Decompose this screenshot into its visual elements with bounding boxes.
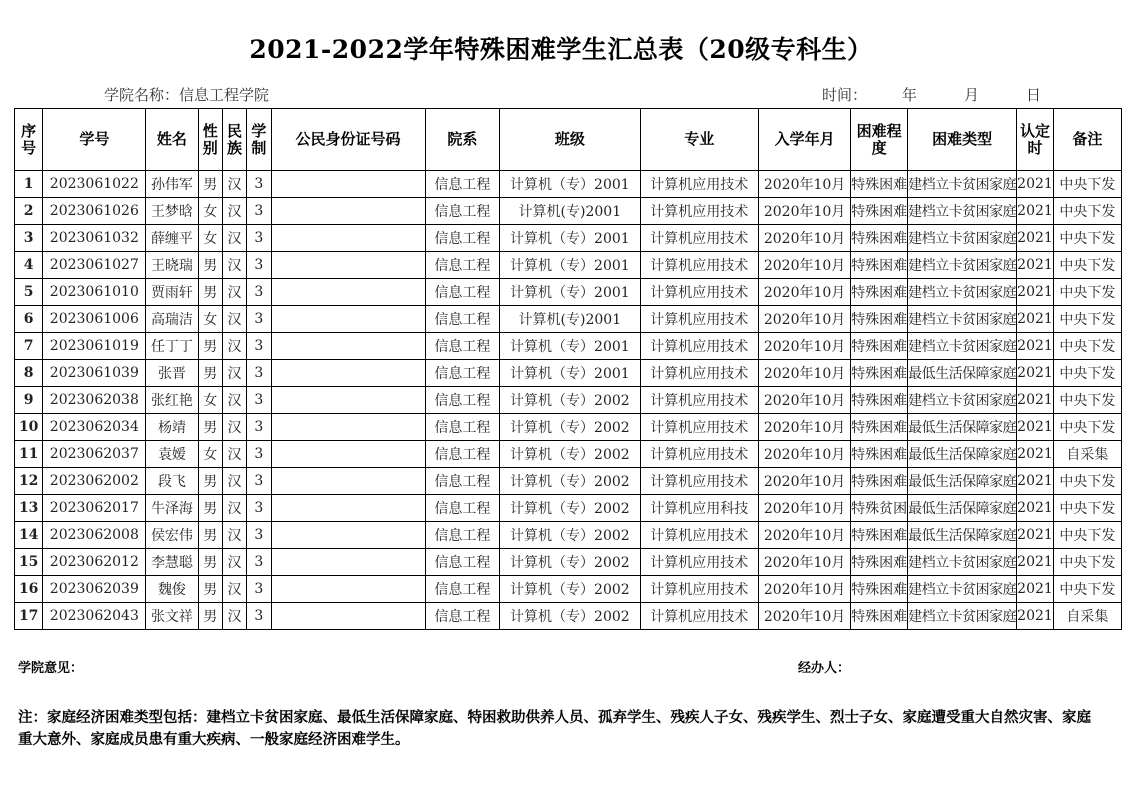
table-row [15, 360, 1122, 387]
cell-student-id: 2023061027 [43, 252, 146, 279]
cell-enroll-date: 2020年10月 [758, 252, 850, 279]
cell-enroll-date: 2020年10月 [758, 468, 850, 495]
cell-major: 计算机应用技术 [640, 171, 758, 198]
cell-name: 侯宏伟 [146, 522, 198, 549]
cell-identified-time: 2021 [1017, 252, 1054, 279]
cell-remarks: 中央下发 [1053, 414, 1121, 441]
cell-major: 计算机应用技术 [640, 279, 758, 306]
cell-class: 计算机（专）2001 [500, 360, 640, 387]
cell-difficulty-level: 特殊困难 [851, 360, 908, 387]
cell-ethnicity: 汉 [222, 387, 246, 414]
cell-difficulty-level: 特殊困难 [851, 603, 908, 630]
cell-enroll-date: 2020年10月 [758, 387, 850, 414]
table-row [15, 468, 1122, 495]
cell-seq: 5 [15, 279, 43, 306]
cell-seq: 10 [15, 414, 43, 441]
cell-remarks: 中央下发 [1053, 333, 1121, 360]
cell-remarks: 中央下发 [1053, 306, 1121, 333]
cell-student-id: 2023062002 [43, 468, 146, 495]
cell-ethnicity: 汉 [222, 360, 246, 387]
cell-name: 段飞 [146, 468, 198, 495]
cell-id-card [271, 198, 425, 225]
cell-identified-time: 2021 [1017, 522, 1054, 549]
cell-major: 计算机应用技术 [640, 441, 758, 468]
cell-identified-time: 2021 [1017, 576, 1054, 603]
cell-name: 王梦晗 [146, 198, 198, 225]
cell-years: 3 [247, 306, 271, 333]
cell-gender: 女 [198, 441, 222, 468]
cell-years: 3 [247, 576, 271, 603]
cell-student-id: 2023061039 [43, 360, 146, 387]
cell-department: 信息工程 [425, 522, 500, 549]
cell-major: 计算机应用技术 [640, 252, 758, 279]
cell-seq: 8 [15, 360, 43, 387]
cell-identified-time: 2021 [1017, 468, 1054, 495]
cell-major: 计算机应用技术 [640, 414, 758, 441]
cell-remarks: 中央下发 [1053, 522, 1121, 549]
cell-enroll-date: 2020年10月 [758, 171, 850, 198]
cell-department: 信息工程 [425, 603, 500, 630]
cell-id-card [271, 387, 425, 414]
cell-id-card [271, 603, 425, 630]
cell-ethnicity: 汉 [222, 495, 246, 522]
cell-difficulty-type: 建档立卡贫困家庭 [908, 252, 1017, 279]
cell-student-id: 2023061026 [43, 198, 146, 225]
cell-seq: 9 [15, 387, 43, 414]
cell-years: 3 [247, 549, 271, 576]
cell-difficulty-type: 最低生活保障家庭 [908, 360, 1017, 387]
cell-student-id: 2023062038 [43, 387, 146, 414]
cell-difficulty-level: 特殊困难 [851, 387, 908, 414]
page-title: 2021-2022学年特殊困难学生汇总表（20级专科生） [249, 35, 873, 64]
cell-seq: 4 [15, 252, 43, 279]
cell-enroll-date: 2020年10月 [758, 414, 850, 441]
cell-department: 信息工程 [425, 387, 500, 414]
students-table [14, 108, 1122, 630]
table-row [15, 198, 1122, 225]
date-line [822, 84, 1056, 105]
table-row [15, 495, 1122, 522]
col-header-ethnicity: 民族 [222, 109, 246, 171]
cell-difficulty-level: 特殊贫困 [851, 495, 908, 522]
cell-difficulty-type: 建档立卡贫困家庭 [908, 333, 1017, 360]
cell-identified-time: 2021 [1017, 360, 1054, 387]
col-header-student-id: 学号 [43, 109, 146, 171]
table-row [15, 603, 1122, 630]
cell-class: 计算机（专）2002 [500, 549, 640, 576]
cell-difficulty-type: 建档立卡贫困家庭 [908, 603, 1017, 630]
cell-class: 计算机（专）2001 [500, 252, 640, 279]
cell-class: 计算机（专）2002 [500, 603, 640, 630]
cell-seq: 3 [15, 225, 43, 252]
table-row [15, 306, 1122, 333]
cell-gender: 男 [198, 549, 222, 576]
cell-identified-time: 2021 [1017, 549, 1054, 576]
cell-difficulty-type: 最低生活保障家庭 [908, 468, 1017, 495]
cell-id-card [271, 495, 425, 522]
year-label: 年 [902, 86, 918, 104]
footnote: 注：家庭经济困难类型包括：建档立卡贫困家庭、最低生活保障家庭、特困救助供养人员、孤弃学生、残疾人子女、残疾学生、烈士子女、家庭遭受重大自然灾害、家庭重大意外、家庭成员患有重大疾病、一般家庭经济困难学生。 [18, 710, 1091, 748]
cell-gender: 男 [198, 468, 222, 495]
cell-class: 计算机(专)2001 [500, 198, 640, 225]
cell-difficulty-level: 特殊困难 [851, 198, 908, 225]
table-row [15, 171, 1122, 198]
cell-difficulty-type: 建档立卡贫困家庭 [908, 306, 1017, 333]
cell-student-id: 2023061019 [43, 333, 146, 360]
table-row [15, 522, 1122, 549]
cell-department: 信息工程 [425, 495, 500, 522]
cell-gender: 男 [198, 414, 222, 441]
cell-identified-time: 2021 [1017, 198, 1054, 225]
cell-ethnicity: 汉 [222, 414, 246, 441]
cell-id-card [271, 225, 425, 252]
cell-name: 张红艳 [146, 387, 198, 414]
cell-class: 计算机（专）2002 [500, 522, 640, 549]
cell-difficulty-type: 建档立卡贫困家庭 [908, 576, 1017, 603]
cell-department: 信息工程 [425, 468, 500, 495]
cell-student-id: 2023062043 [43, 603, 146, 630]
cell-department: 信息工程 [425, 576, 500, 603]
col-header-gender: 性别 [198, 109, 222, 171]
cell-seq: 17 [15, 603, 43, 630]
table-header-row [15, 109, 1122, 171]
cell-years: 3 [247, 495, 271, 522]
cell-class: 计算机（专）2001 [500, 279, 640, 306]
day-label: 日 [1026, 86, 1042, 104]
cell-department: 信息工程 [425, 360, 500, 387]
cell-name: 牛泽海 [146, 495, 198, 522]
cell-major: 计算机应用技术 [640, 198, 758, 225]
cell-remarks: 中央下发 [1053, 198, 1121, 225]
cell-ethnicity: 汉 [222, 198, 246, 225]
cell-ethnicity: 汉 [222, 549, 246, 576]
cell-gender: 男 [198, 333, 222, 360]
table-row [15, 441, 1122, 468]
cell-seq: 7 [15, 333, 43, 360]
cell-enroll-date: 2020年10月 [758, 279, 850, 306]
cell-gender: 女 [198, 198, 222, 225]
cell-department: 信息工程 [425, 252, 500, 279]
cell-remarks: 自采集 [1053, 603, 1121, 630]
cell-difficulty-type: 建档立卡贫困家庭 [908, 387, 1017, 414]
handler-label: 经办人： [798, 661, 851, 676]
table-row [15, 252, 1122, 279]
cell-class: 计算机（专）2002 [500, 441, 640, 468]
cell-student-id: 2023062034 [43, 414, 146, 441]
time-label: 时间： [822, 86, 868, 104]
cell-class: 计算机（专）2002 [500, 576, 640, 603]
cell-difficulty-level: 特殊困难 [851, 333, 908, 360]
cell-department: 信息工程 [425, 414, 500, 441]
cell-id-card [271, 333, 425, 360]
cell-difficulty-level: 特殊困难 [851, 549, 908, 576]
table-row [15, 387, 1122, 414]
cell-name: 杨靖 [146, 414, 198, 441]
cell-years: 3 [247, 279, 271, 306]
cell-remarks: 中央下发 [1053, 279, 1121, 306]
cell-difficulty-type: 建档立卡贫困家庭 [908, 198, 1017, 225]
cell-identified-time: 2021 [1017, 495, 1054, 522]
cell-difficulty-level: 特殊困难 [851, 279, 908, 306]
cell-id-card [271, 171, 425, 198]
cell-difficulty-level: 特殊困难 [851, 225, 908, 252]
cell-years: 3 [247, 198, 271, 225]
cell-name: 魏俊 [146, 576, 198, 603]
cell-name: 高瑞洁 [146, 306, 198, 333]
cell-department: 信息工程 [425, 441, 500, 468]
cell-id-card [271, 279, 425, 306]
cell-department: 信息工程 [425, 306, 500, 333]
cell-remarks: 中央下发 [1053, 387, 1121, 414]
cell-years: 3 [247, 360, 271, 387]
cell-id-card [271, 576, 425, 603]
cell-id-card [271, 306, 425, 333]
month-label: 月 [964, 86, 980, 104]
cell-seq: 11 [15, 441, 43, 468]
col-header-remarks: 备注 [1053, 109, 1121, 171]
col-header-difficulty-level: 困难程度 [851, 109, 908, 171]
cell-years: 3 [247, 252, 271, 279]
cell-difficulty-level: 特殊困难 [851, 414, 908, 441]
cell-seq: 15 [15, 549, 43, 576]
cell-difficulty-type: 建档立卡贫困家庭 [908, 279, 1017, 306]
cell-major: 计算机应用技术 [640, 360, 758, 387]
cell-remarks: 中央下发 [1053, 252, 1121, 279]
cell-gender: 女 [198, 387, 222, 414]
cell-student-id: 2023061022 [43, 171, 146, 198]
cell-name: 张晋 [146, 360, 198, 387]
cell-years: 3 [247, 522, 271, 549]
cell-name: 贾雨轩 [146, 279, 198, 306]
cell-identified-time: 2021 [1017, 279, 1054, 306]
table-row [15, 225, 1122, 252]
cell-remarks: 自采集 [1053, 441, 1121, 468]
cell-gender: 男 [198, 171, 222, 198]
cell-difficulty-level: 特殊困难 [851, 441, 908, 468]
cell-id-card [271, 468, 425, 495]
cell-id-card [271, 549, 425, 576]
cell-gender: 男 [198, 522, 222, 549]
cell-class: 计算机（专）2001 [500, 171, 640, 198]
col-header-name: 姓名 [146, 109, 198, 171]
cell-gender: 男 [198, 603, 222, 630]
cell-major: 计算机应用科技 [640, 495, 758, 522]
cell-student-id: 2023062039 [43, 576, 146, 603]
cell-enroll-date: 2020年10月 [758, 306, 850, 333]
cell-class: 计算机（专）2001 [500, 333, 640, 360]
cell-seq: 6 [15, 306, 43, 333]
cell-class: 计算机(专)2001 [500, 306, 640, 333]
cell-seq: 13 [15, 495, 43, 522]
cell-gender: 男 [198, 360, 222, 387]
cell-seq: 12 [15, 468, 43, 495]
cell-gender: 男 [198, 495, 222, 522]
cell-difficulty-level: 特殊困难 [851, 576, 908, 603]
cell-enroll-date: 2020年10月 [758, 333, 850, 360]
cell-years: 3 [247, 171, 271, 198]
cell-remarks: 中央下发 [1053, 549, 1121, 576]
cell-major: 计算机应用技术 [640, 522, 758, 549]
cell-difficulty-type: 最低生活保障家庭 [908, 495, 1017, 522]
cell-enroll-date: 2020年10月 [758, 576, 850, 603]
cell-enroll-date: 2020年10月 [758, 360, 850, 387]
col-header-enroll-date: 入学年月 [758, 109, 850, 171]
cell-remarks: 中央下发 [1053, 360, 1121, 387]
cell-major: 计算机应用技术 [640, 576, 758, 603]
cell-seq: 16 [15, 576, 43, 603]
cell-remarks: 中央下发 [1053, 225, 1121, 252]
cell-identified-time: 2021 [1017, 333, 1054, 360]
table-row [15, 414, 1122, 441]
cell-name: 孙伟军 [146, 171, 198, 198]
col-header-class: 班级 [500, 109, 640, 171]
cell-years: 3 [247, 387, 271, 414]
cell-identified-time: 2021 [1017, 225, 1054, 252]
cell-id-card [271, 252, 425, 279]
cell-years: 3 [247, 333, 271, 360]
cell-ethnicity: 汉 [222, 279, 246, 306]
cell-difficulty-type: 建档立卡贫困家庭 [908, 171, 1017, 198]
col-header-seq: 序号 [15, 109, 43, 171]
cell-student-id: 2023061006 [43, 306, 146, 333]
cell-gender: 男 [198, 576, 222, 603]
cell-identified-time: 2021 [1017, 414, 1054, 441]
cell-remarks: 中央下发 [1053, 576, 1121, 603]
cell-difficulty-level: 特殊困难 [851, 171, 908, 198]
college-name: 学院名称：信息工程学院 [104, 86, 270, 104]
cell-student-id: 2023062012 [43, 549, 146, 576]
table-row [15, 576, 1122, 603]
cell-student-id: 2023062017 [43, 495, 146, 522]
cell-department: 信息工程 [425, 333, 500, 360]
cell-difficulty-level: 特殊困难 [851, 252, 908, 279]
cell-remarks: 中央下发 [1053, 171, 1121, 198]
cell-identified-time: 2021 [1017, 171, 1054, 198]
cell-gender: 女 [198, 306, 222, 333]
cell-seq: 1 [15, 171, 43, 198]
cell-years: 3 [247, 414, 271, 441]
cell-seq: 14 [15, 522, 43, 549]
cell-ethnicity: 汉 [222, 225, 246, 252]
cell-identified-time: 2021 [1017, 387, 1054, 414]
cell-ethnicity: 汉 [222, 468, 246, 495]
cell-department: 信息工程 [425, 198, 500, 225]
cell-name: 王晓瑞 [146, 252, 198, 279]
cell-enroll-date: 2020年10月 [758, 522, 850, 549]
cell-student-id: 2023061010 [43, 279, 146, 306]
cell-identified-time: 2021 [1017, 441, 1054, 468]
cell-major: 计算机应用技术 [640, 549, 758, 576]
cell-major: 计算机应用技术 [640, 603, 758, 630]
cell-department: 信息工程 [425, 549, 500, 576]
cell-class: 计算机（专）2002 [500, 495, 640, 522]
cell-class: 计算机（专）2001 [500, 225, 640, 252]
cell-department: 信息工程 [425, 279, 500, 306]
cell-student-id: 2023061032 [43, 225, 146, 252]
cell-difficulty-level: 特殊困难 [851, 522, 908, 549]
cell-name: 任丁丁 [146, 333, 198, 360]
cell-department: 信息工程 [425, 225, 500, 252]
cell-major: 计算机应用技术 [640, 387, 758, 414]
col-header-identified-time: 认定时 [1017, 109, 1054, 171]
cell-seq: 2 [15, 198, 43, 225]
cell-difficulty-level: 特殊困难 [851, 306, 908, 333]
college-opinion-label: 学院意见： [18, 661, 84, 676]
cell-name: 张文祥 [146, 603, 198, 630]
cell-ethnicity: 汉 [222, 306, 246, 333]
cell-difficulty-type: 最低生活保障家庭 [908, 522, 1017, 549]
cell-student-id: 2023062037 [43, 441, 146, 468]
cell-difficulty-type: 建档立卡贫困家庭 [908, 225, 1017, 252]
cell-gender: 男 [198, 279, 222, 306]
cell-ethnicity: 汉 [222, 603, 246, 630]
cell-ethnicity: 汉 [222, 576, 246, 603]
cell-gender: 男 [198, 252, 222, 279]
cell-identified-time: 2021 [1017, 306, 1054, 333]
cell-enroll-date: 2020年10月 [758, 441, 850, 468]
cell-enroll-date: 2020年10月 [758, 495, 850, 522]
cell-years: 3 [247, 225, 271, 252]
cell-major: 计算机应用技术 [640, 468, 758, 495]
cell-remarks: 中央下发 [1053, 495, 1121, 522]
cell-difficulty-level: 特殊困难 [851, 468, 908, 495]
cell-major: 计算机应用技术 [640, 306, 758, 333]
cell-enroll-date: 2020年10月 [758, 198, 850, 225]
cell-major: 计算机应用技术 [640, 225, 758, 252]
cell-gender: 女 [198, 225, 222, 252]
cell-ethnicity: 汉 [222, 522, 246, 549]
cell-enroll-date: 2020年10月 [758, 549, 850, 576]
col-header-difficulty-type: 困难类型 [908, 109, 1017, 171]
col-header-department: 院系 [425, 109, 500, 171]
cell-ethnicity: 汉 [222, 171, 246, 198]
cell-enroll-date: 2020年10月 [758, 603, 850, 630]
cell-difficulty-type: 最低生活保障家庭 [908, 414, 1017, 441]
cell-ethnicity: 汉 [222, 252, 246, 279]
col-header-years: 学制 [247, 109, 271, 171]
table-row [15, 549, 1122, 576]
cell-name: 袁嫒 [146, 441, 198, 468]
cell-difficulty-type: 建档立卡贫困家庭 [908, 549, 1017, 576]
cell-id-card [271, 441, 425, 468]
cell-difficulty-type: 最低生活保障家庭 [908, 441, 1017, 468]
cell-id-card [271, 414, 425, 441]
cell-major: 计算机应用技术 [640, 333, 758, 360]
cell-id-card [271, 522, 425, 549]
cell-class: 计算机（专）2002 [500, 414, 640, 441]
cell-years: 3 [247, 468, 271, 495]
cell-identified-time: 2021 [1017, 603, 1054, 630]
cell-ethnicity: 汉 [222, 441, 246, 468]
col-header-id-card: 公民身份证号码 [271, 109, 425, 171]
col-header-major: 专业 [640, 109, 758, 171]
cell-enroll-date: 2020年10月 [758, 225, 850, 252]
cell-name: 薛缠平 [146, 225, 198, 252]
cell-years: 3 [247, 441, 271, 468]
cell-name: 李慧聪 [146, 549, 198, 576]
table-row [15, 333, 1122, 360]
cell-department: 信息工程 [425, 171, 500, 198]
cell-class: 计算机（专）2002 [500, 468, 640, 495]
cell-class: 计算机（专）2002 [500, 387, 640, 414]
cell-years: 3 [247, 603, 271, 630]
cell-ethnicity: 汉 [222, 333, 246, 360]
cell-student-id: 2023062008 [43, 522, 146, 549]
table-row [15, 279, 1122, 306]
cell-remarks: 中央下发 [1053, 468, 1121, 495]
cell-id-card [271, 360, 425, 387]
